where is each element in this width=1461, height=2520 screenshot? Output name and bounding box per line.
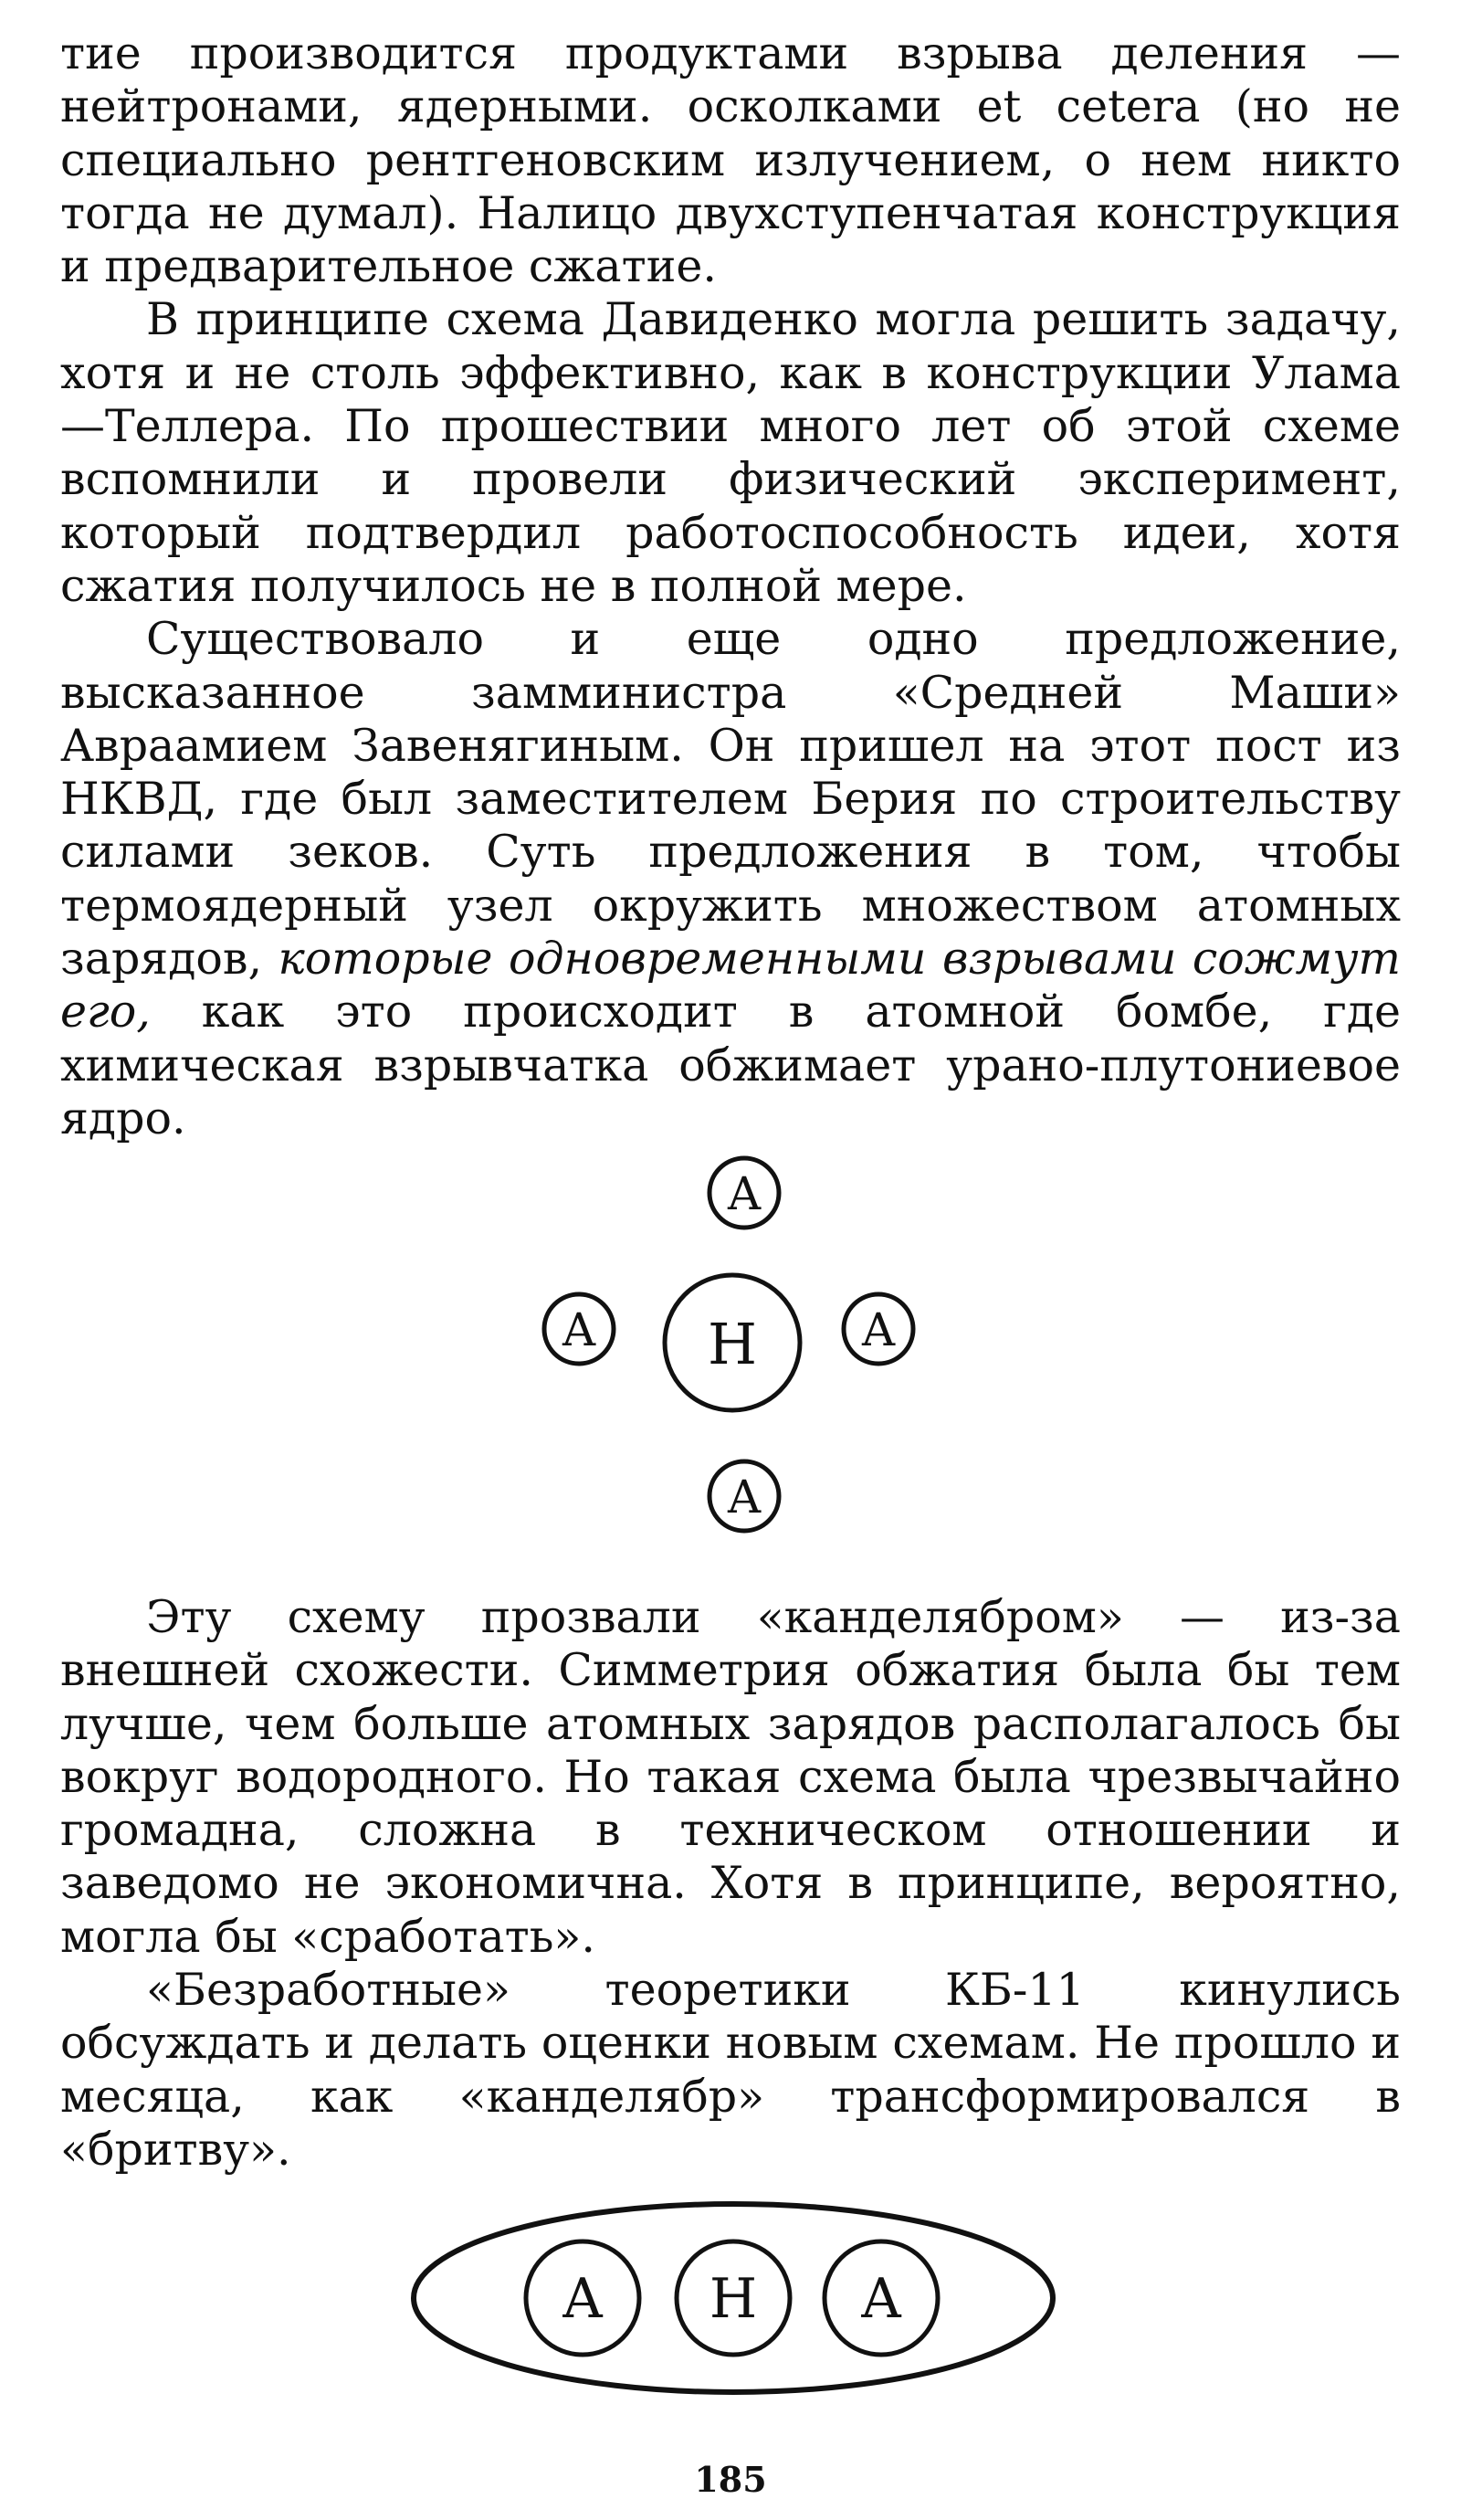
razor-hydrogen-core bbox=[677, 2241, 790, 2355]
charge-right bbox=[844, 1294, 913, 1364]
charge-top-label: A bbox=[727, 1167, 762, 1220]
razor-charge-right-label: A bbox=[861, 2267, 901, 2331]
paragraph-3 bbox=[60, 613, 1401, 1145]
paragraph-5: «Безработные» теоретики КБ-11 кинулись обсуждать и делать оценки новым схемам. Не прошло и месяца, как «канделябр» трансформировался в «бритву». bbox=[60, 1964, 1401, 2176]
paragraph-2: В принципе схема Давиденко могла решить задачу, хотя и не столь эффективно, как в конструкции Улама—Теллера. По прошествии много лет об этой схеме вспомнили и провели физический эксперимент, который подтвердил работоспособность идеи, хотя сжатия получилось не в полной мере. bbox=[60, 293, 1401, 612]
razor-diagram bbox=[0, 2192, 1461, 2411]
razor-charge-right bbox=[825, 2241, 938, 2355]
candelabra-diagram bbox=[0, 1133, 1461, 1544]
hydrogen-core bbox=[665, 1275, 800, 1410]
hydrogen-core-label: H bbox=[707, 1311, 758, 1377]
paragraph-3-text: Существовало и еще одно предложение, высказанное замминистра «Средней Маши» Авраамием Завенягиным. Он пришел на этот пост из НКВД, где был заместителем Берия по строительству силами зеков. Суть предложения в том, чтобы термоядерный узел окружить множеством атомных зарядов, bbox=[60, 613, 1401, 986]
text-block-top bbox=[60, 27, 1401, 1145]
razor-charge-left bbox=[526, 2241, 639, 2355]
charge-bottom bbox=[709, 1461, 779, 1531]
text-block-bottom bbox=[60, 1591, 1401, 2177]
paragraph-3-end: как это происходит в атомной бомбе, где химическая взрывчатка обжимает урано-плутониевое ядро. bbox=[60, 986, 1401, 1144]
charge-left bbox=[544, 1294, 614, 1364]
charge-top bbox=[709, 1158, 779, 1228]
page-number: 185 bbox=[694, 2459, 767, 2500]
razor-hydrogen-core-label: H bbox=[709, 2267, 758, 2331]
razor-charge-left-label: A bbox=[562, 2267, 603, 2331]
paragraph-3-italic: которые одновременными взрывами сожмут его, bbox=[60, 933, 1401, 1039]
charge-right-label: A bbox=[861, 1303, 896, 1356]
paragraph-1: тие производится продуктами взрыва деления — нейтронами, ядерными. осколками et cetera (но не специально рентгеновским излучением, о нем никто тогда не думал). Налицо двухступенчатая конструкция и предварительное сжатие. bbox=[60, 27, 1401, 293]
charge-left-label: A bbox=[562, 1303, 596, 1356]
paragraph-4: Эту схему прозвали «канделябром» — из-за внешней схожести. Симметрия обжатия была бы тем лучше, чем больше атомных зарядов располагалось бы вокруг водородного. Но такая схема была чрезвычайно громадна, сложна в техническом отношении и заведомо не экономична. Хотя в принципе, вероятно, могла бы «сработать». bbox=[60, 1591, 1401, 1963]
charge-bottom-label: A bbox=[727, 1471, 762, 1524]
